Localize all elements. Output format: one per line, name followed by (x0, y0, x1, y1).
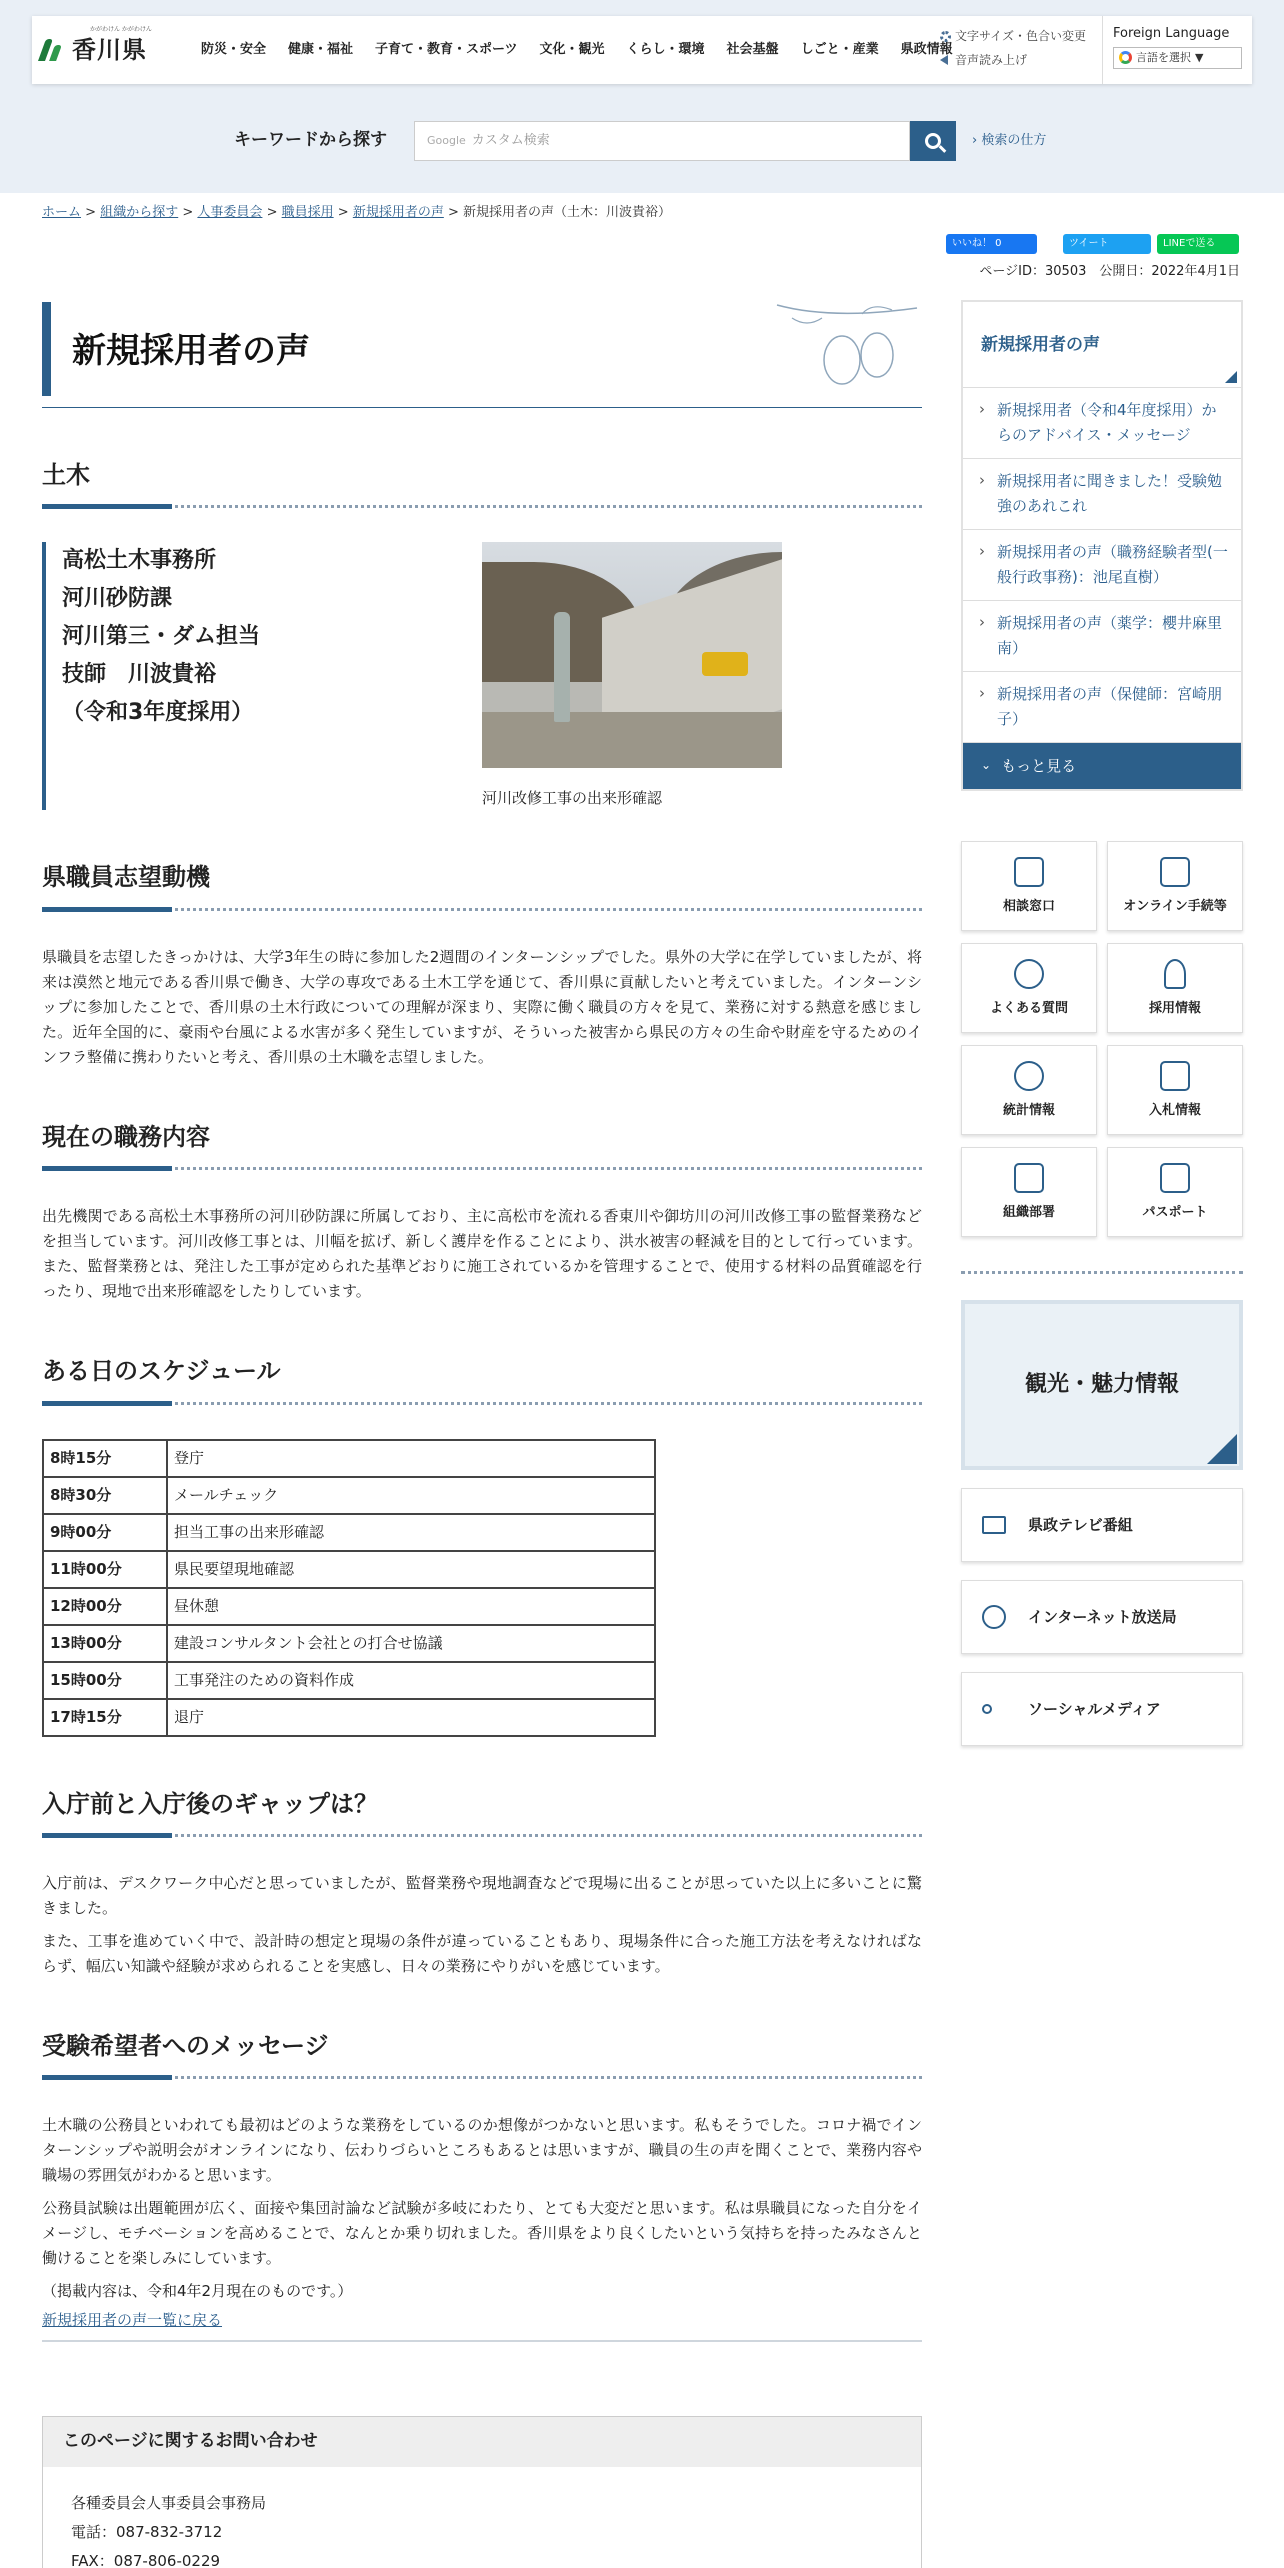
tile-organization[interactable] (961, 1147, 1097, 1237)
facebook-like-label: いいね！ 0 (952, 238, 1002, 249)
tile-passport[interactable] (1107, 1147, 1243, 1237)
search-help-label: 検索の仕方 (981, 132, 1047, 148)
contact-phone: 電話：087-832-3712 (71, 2523, 223, 2541)
global-nav (190, 40, 964, 61)
schedule-table (42, 1439, 656, 1737)
tile-statistics[interactable] (961, 1045, 1097, 1135)
breadcrumb (42, 203, 671, 224)
search-label: キーワードから探す (234, 130, 387, 151)
photo-figure (482, 542, 782, 810)
schedule-time: 15時00分 (43, 1662, 167, 1699)
tourism-banner-label: 観光・魅力情報 (1024, 1372, 1179, 1398)
gnav-item-living[interactable]: くらし・環境 (626, 41, 705, 57)
font-size-link[interactable] (940, 24, 1086, 48)
table-row (43, 1588, 655, 1625)
tweet-button[interactable] (1063, 234, 1151, 254)
profile-text (42, 542, 482, 810)
passport-icon (1160, 1163, 1190, 1193)
gnav-item-culture[interactable]: 文化・観光 (539, 41, 605, 57)
dropdown-arrow-icon: ▼ (1195, 51, 1204, 64)
schedule-task: 工事発注のための資料作成 (167, 1662, 655, 1699)
consultation-icon (1014, 857, 1044, 887)
search-icon (925, 133, 941, 149)
section-heading-motive: 県職員志望動機 (42, 858, 922, 910)
search-button[interactable] (910, 121, 956, 161)
breadcrumb-sep: > (182, 205, 194, 220)
schedule-task: 担当工事の出来形確認 (167, 1514, 655, 1551)
note-text: （掲載内容は、令和4年2月現在のものです。） (42, 2282, 353, 2301)
share-icon (982, 1704, 992, 1714)
motive-text: 県職員を志望したきっかけは、大学3年生の時に参加した2週間のインターンシップでした。県外の大学に在学していましたが、将来は漠然と地元である香川県で働き、大学の専攻である土木工学を通じて、香川県に貢献したいと考えていました。インターンシップに参加したことで、香川県の土木行政についての理解が深まり、実際に働く職員の方々を見て、業務に対する熱意を感じました。近年全国的に、豪雨や台風による水害が多く発生していますが、そういった被害から県民の方々の生命や財産を守るためのインフラ整備に携わりたいと考え、香川県の土木職を志望しました。 (42, 947, 922, 1066)
sidebar-item[interactable]: › 新規採用者の声（保健師：宮崎朋子） (963, 672, 1241, 743)
link-card-label: インターネット放送局 (1028, 1608, 1177, 1626)
gnav-item-infrastructure[interactable]: 社会基盤 (726, 41, 779, 57)
site-header (32, 16, 1252, 84)
table-row (43, 1662, 655, 1699)
pie-chart-icon (1014, 1061, 1044, 1091)
back-to-list-link[interactable]: 新規採用者の声一覧に戻る (42, 2311, 223, 2330)
social-media-link[interactable] (961, 1672, 1243, 1746)
logo-mark-icon (40, 37, 66, 63)
search-help-link[interactable]: › 検索の仕方 (972, 132, 1047, 148)
divider (42, 2340, 922, 2342)
tile-label: 相談窓口 (1002, 899, 1055, 915)
field-photo (482, 542, 782, 768)
page-title-box (42, 300, 922, 408)
gnav-item-health[interactable]: 健康・福祉 (288, 41, 354, 57)
table-row (43, 1477, 655, 1514)
breadcrumb-current: 新規採用者の声（土木：川波貴裕） (463, 205, 672, 220)
message-text: 公務員試験は出題範囲が広く、面接や集団討論など試験が多岐にわたり、とても大変だと思います。私は県職員になった自分をイメージし、モチベーションを高めることで、なんとか乗り切れました。香川県をより良くしたいという気持ちを持ったみなさんと働けることを楽しみにしています。 (42, 2199, 922, 2268)
logo-text: 香川県 (72, 35, 147, 64)
schedule-task: 登庁 (167, 1440, 655, 1477)
document-icon (1160, 857, 1190, 887)
schedule-time: 9時00分 (43, 1514, 167, 1551)
google-icon (1119, 51, 1132, 64)
tile-label: 入札情報 (1148, 1103, 1201, 1119)
speaker-icon (940, 55, 948, 65)
tile-label: 採用情報 (1148, 1001, 1201, 1017)
table-row (43, 1440, 655, 1477)
message-text: 土木職の公務員といわれても最初はどのような業務をしているのか想像がつかないと思います。私もそうでした。コロナ禍でインターンシップや説明会がオンラインになり、伝わりづらいところもあるとは思いますが、職員の生の声を聞くことで、業務内容や職場の雰囲気がわかると思います。 (42, 2116, 922, 2185)
share-buttons (946, 234, 1239, 254)
duty-text: 出先機関である高松土木事務所の河川砂防課に所属しており、主に高松市を流れる香東川や御坊川の河川改修工事の監督業務などを担当しています。河川改修工事とは、川幅を拡げ、新しく護岸を作ることにより、洪水被害の軽減を目的として行っています。また、監督業務とは、発注した工事が定められた基準どおりに施工されているかを管理することで、使用する材料の品質確認を行ったり、現地で出来形確認をしたりしています。 (42, 1207, 922, 1301)
profile-line: 技師 川波貴裕 (62, 662, 217, 688)
globe-icon (982, 1605, 1006, 1629)
schedule-task: 退庁 (167, 1699, 655, 1736)
breadcrumb-voices[interactable]: 新規採用者の声 (352, 205, 444, 220)
sidebar-item[interactable]: › 新規採用者（令和4年度採用）からのアドバイス・メッセージ (963, 388, 1241, 459)
tile-label: オンライン手続等 (1123, 899, 1227, 915)
monitor-icon (982, 1516, 1006, 1534)
bidding-icon (1160, 1061, 1190, 1091)
internet-broadcast-link[interactable] (961, 1580, 1243, 1654)
facebook-like-button[interactable] (946, 234, 1037, 254)
olive-branch-icon (772, 300, 922, 400)
section-heading-duty: 現在の職務内容 (42, 1118, 922, 1170)
sidebar-local-nav (961, 300, 1243, 791)
chevron-down-icon: ⌄ (981, 758, 992, 773)
breadcrumb-recruit[interactable]: 職員採用 (281, 205, 334, 220)
sidebar-item[interactable]: › 新規採用者に聞きました！受験勉強のあれこれ (963, 459, 1241, 530)
tile-label: 統計情報 (1002, 1103, 1055, 1119)
gap-text: また、工事を進めていく中で、設計時の想定と現場の条件が違っていることもあり、現場条件に合った施工方法を考えなければならず、幅広い知識や経験が求められることを実感し、日々の業務にやりがいを感じています。 (42, 1931, 922, 1975)
chat-bubble-icon (1014, 959, 1044, 989)
profile-line: 河川第三・ダム担当 (62, 624, 261, 650)
title-accent-bar (42, 302, 51, 396)
sidebar-item[interactable]: › 新規採用者の声（職務経験者型(一般行政事務)：池尾直樹） (963, 530, 1241, 601)
schedule-task: 県民要望現地確認 (167, 1551, 655, 1588)
sidebar-item[interactable]: › 新規採用者の声（薬学：櫻井麻里南） (963, 601, 1241, 672)
search-placeholder: カスタム検索 (471, 132, 550, 148)
line-share-label: LINEで送る (1163, 238, 1216, 249)
schedule-time: 17時15分 (43, 1699, 167, 1736)
link-card-label: ソーシャルメディア (1028, 1700, 1161, 1718)
contact-office: 各種委員会人事委員会事務局 (71, 2494, 267, 2512)
profile-line: （令和3年度採用） (62, 700, 254, 726)
logo-sub-text: かがわけん かがわけん (90, 26, 152, 33)
schedule-time: 12時00分 (43, 1588, 167, 1625)
breadcrumb-committee[interactable]: 人事委員会 (197, 205, 263, 220)
section-heading-gap: 入庁前と入庁後のギャップは？ (42, 1785, 922, 1837)
page-title: 新規採用者の声 (72, 331, 310, 371)
breadcrumb-sep: > (447, 205, 459, 220)
tile-online-procedures[interactable] (1107, 841, 1243, 931)
tweet-label: ツイート (1069, 238, 1109, 249)
schedule-time: 8時15分 (43, 1440, 167, 1477)
main-content (42, 300, 922, 2342)
gap-text: 入庁前は、デスクワーク中心だと思っていましたが、監督業務や現地調査などで現場に出ることが思っていた以上に多いことに驚きました。 (42, 1873, 922, 1917)
contact-heading: このページに関するお問い合わせ (43, 2417, 921, 2467)
gnav-item-disaster[interactable]: 防災・安全 (201, 41, 267, 57)
page-meta: ページID：30503 公開日：2022年4月1日 (979, 264, 1240, 279)
site-logo[interactable] (32, 26, 162, 64)
tile-recruitment[interactable] (1107, 943, 1243, 1033)
schedule-time: 11時00分 (43, 1551, 167, 1588)
section-heading-schedule: ある日のスケジュール (42, 1352, 922, 1404)
breadcrumb-sep: > (337, 205, 349, 220)
quick-link-tiles (961, 841, 1243, 1237)
tile-bidding[interactable] (1107, 1045, 1243, 1135)
breadcrumb-org[interactable]: 組織から探す (100, 205, 179, 220)
tile-consultation[interactable] (961, 841, 1097, 931)
language-select-label: 言語を選択 (1136, 51, 1191, 64)
tile-faq[interactable] (961, 943, 1097, 1033)
person-icon (1164, 959, 1186, 989)
tourism-banner[interactable] (961, 1300, 1243, 1470)
schedule-task: 建設コンサルタント会社との打合せ協議 (167, 1625, 655, 1662)
language-select[interactable] (1113, 47, 1242, 69)
sidebar-divider (961, 1271, 1243, 1274)
foreign-language-title: Foreign Language (1113, 26, 1230, 41)
header-utilities (940, 24, 1086, 72)
table-row (43, 1514, 655, 1551)
profile-line: 高松土木事務所 (62, 548, 217, 574)
schedule-time: 8時30分 (43, 1477, 167, 1514)
tile-label: パスポート (1142, 1205, 1208, 1221)
photo-caption: 河川改修工事の出来形確認 (482, 789, 663, 808)
profile-line: 河川砂防課 (62, 586, 173, 612)
tile-label: 組織部署 (1002, 1205, 1055, 1221)
table-row (43, 1625, 655, 1662)
schedule-time: 13時00分 (43, 1625, 167, 1662)
show-more-label: もっと見る (1001, 757, 1077, 775)
table-row (43, 1699, 655, 1736)
contact-fax: FAX：087-806-0229 (71, 2552, 221, 2568)
tv-program-link[interactable] (961, 1488, 1243, 1562)
gear-icon (940, 31, 951, 42)
section-heading-field: 土木 (42, 456, 922, 508)
org-chart-icon (1014, 1163, 1044, 1193)
schedule-task: メールチェック (167, 1477, 655, 1514)
show-more-button[interactable] (963, 743, 1241, 789)
voice-link[interactable] (940, 48, 1086, 72)
search-row (234, 121, 1046, 161)
link-card-label: 県政テレビ番組 (1028, 1516, 1133, 1534)
gnav-item-work[interactable]: しごと・産業 (800, 41, 879, 57)
breadcrumb-sep: > (85, 205, 97, 220)
contact-body (43, 2467, 921, 2568)
tile-label: よくある質問 (989, 1001, 1068, 1017)
google-label: Google (427, 134, 466, 148)
schedule-task: 昼休憩 (167, 1588, 655, 1625)
breadcrumb-home[interactable]: ホーム (42, 205, 82, 220)
gnav-item-education[interactable]: 子育て・教育・スポーツ (375, 41, 518, 57)
table-row (43, 1551, 655, 1588)
line-share-button[interactable] (1157, 234, 1239, 254)
voice-label: 音声読み上げ (955, 53, 1028, 67)
breadcrumb-sep: > (266, 205, 278, 220)
sidebar (961, 300, 1243, 1746)
section-heading-message: 受験希望者へのメッセージ (42, 2027, 922, 2079)
sidebar-nav-title[interactable]: 新規採用者の声 (963, 302, 1241, 388)
search-input[interactable] (414, 121, 910, 161)
contact-box (42, 2416, 922, 2568)
gnav-item-government[interactable]: 県政情報 (900, 41, 953, 57)
font-size-label: 文字サイズ・色合い変更 (955, 29, 1087, 43)
profile-block (42, 542, 922, 810)
language-box (1102, 16, 1252, 84)
